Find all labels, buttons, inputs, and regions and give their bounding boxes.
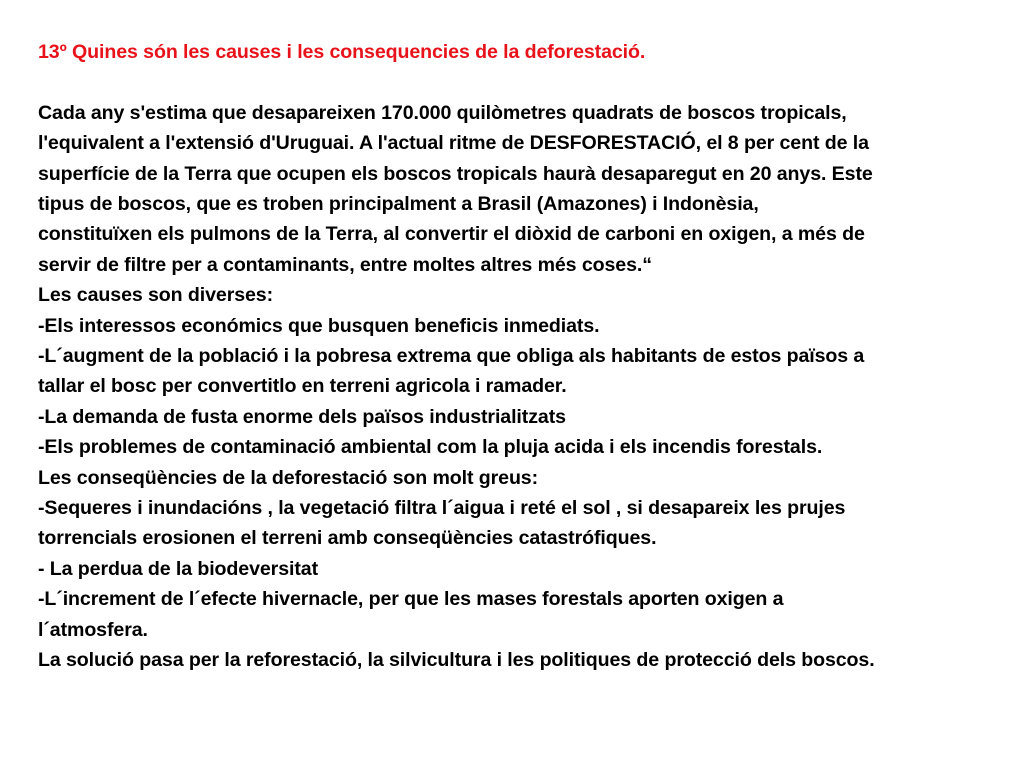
consequence-item: torrencials erosionen el terreni amb conseqüències catastrófiques. <box>38 527 657 550</box>
causes-heading: Les causes son diverses: <box>38 284 274 307</box>
cause-item: -Els problemes de contaminació ambiental com la pluja acida i els incendis forestals. <box>38 436 823 459</box>
cause-item: -L´augment de la població i la pobresa extrema que obliga als habitants de estos països a <box>38 345 865 368</box>
body-line: Cada any s'estima que desapareixen 170.000 quilòmetres quadrats de boscos tropicals, <box>38 101 847 124</box>
consequence-item: -Sequeres i inundacións , la vegetació filtra l´aigua i reté el sol , si desapareix les prujes <box>38 497 846 520</box>
consequence-item: l´atmosfera. <box>38 618 148 641</box>
body-line: superfície de la Terra que ocupen els boscos tropicals haurà desaparegut en 20 anys. Este <box>38 162 873 185</box>
body-line: constituïxen els pulmons de la Terra, al convertir el diòxid de carboni en oxigen, a més de <box>38 223 865 246</box>
body-line: l'equivalent a l'extensió d'Uruguai. A l'actual ritme de DESFORESTACIÓ, el 8 per cent de la <box>38 132 869 155</box>
consequence-item: -L´increment de l´efecte hivernacle, per que les mases forestals aporten oxigen a <box>38 588 784 611</box>
slide-title: 13º Quines són les causes i les consequencies de la deforestació. <box>38 41 646 63</box>
solution-line: La solució pasa per la reforestació, la silvicultura i les politiques de protecció dels boscos. <box>38 649 875 672</box>
body-line: servir de filtre per a contaminants, entre moltes altres més coses.“ <box>38 253 652 276</box>
slide-body <box>38 98 998 676</box>
slide-content <box>38 37 998 676</box>
cause-item: -La demanda de fusta enorme dels països industrialitzats <box>38 405 566 428</box>
body-line: tipus de boscos, que es troben principalment a Brasil (Amazones) i Indonèsia, <box>38 193 759 216</box>
consequences-heading: Les conseqüències de la deforestació son molt greus: <box>38 466 539 489</box>
consequence-item: - La perdua de la biodeversitat <box>38 557 318 580</box>
cause-item: -Els interessos económics que busquen beneficis inmediats. <box>38 314 600 337</box>
cause-item: tallar el bosc per convertitlo en terreni agricola i ramader. <box>38 375 567 398</box>
